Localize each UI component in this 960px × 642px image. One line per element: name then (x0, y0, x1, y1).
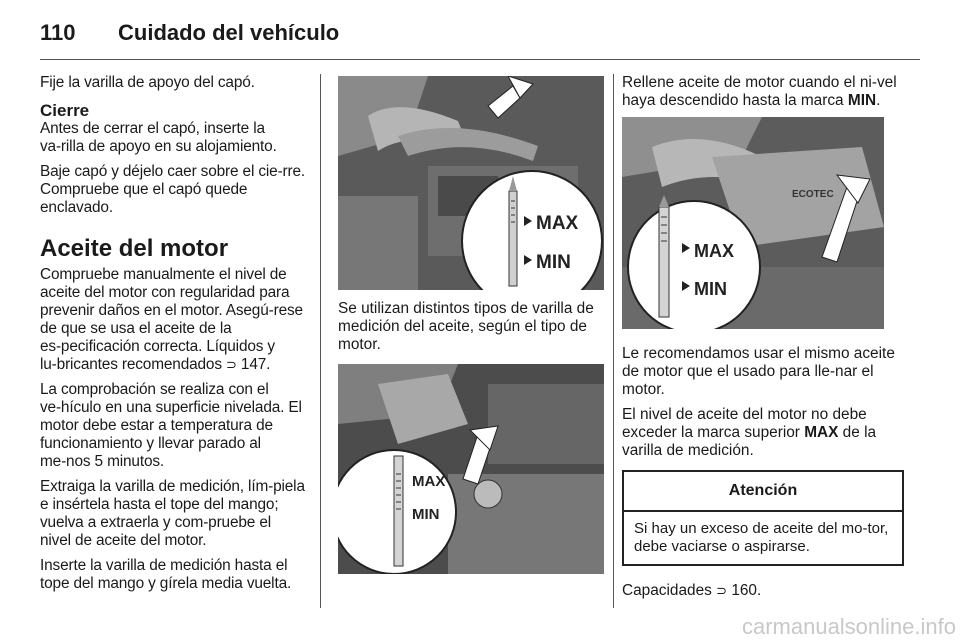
paragraph: Le recomendamos usar el mismo aceite de motor que el usado para lle‑nar el motor. (622, 345, 895, 398)
paragraph: Inserte la varilla de medición hasta el tope del mango y gírela media vuelta. (40, 557, 292, 592)
engine-illustration (338, 76, 604, 290)
dipstick-max-label: MAX (412, 473, 446, 490)
dipstick-figure-1 (338, 76, 604, 290)
engine-cover-text: ECOTEC (792, 189, 834, 200)
page-reference-link[interactable]: 147. (240, 356, 271, 373)
column-right (622, 74, 904, 607)
dipstick-min-label: MIN (536, 252, 571, 273)
paragraph: Compruebe manualmente el nivel de aceite del motor con regularidad para prevenir daños en el motor. Asegú‑rese de que se usa el aceite de la es‑pecificación correcta. Líquidos y lu‑bricantes recomendados ⊃ 147. (40, 266, 303, 373)
reference-arrow-icon: ⊃ (716, 583, 728, 598)
paragraph: Se utilizan distintos tipos de varilla de medición del aceite, según el tipo de motor. (338, 300, 594, 353)
caution-title: Atención (624, 472, 902, 512)
engine-illustration (622, 117, 884, 329)
engine-illustration (338, 364, 604, 574)
paragraph: Extraiga la varilla de medición, lím‑piela e insértela hasta el tope del mango; vuelva a extraerla y com‑pruebe el nivel de aceite del motor. (40, 478, 305, 549)
dipstick-min-label: MIN (694, 279, 727, 299)
column-divider (613, 74, 614, 608)
column-left (40, 74, 306, 600)
column-divider (320, 74, 321, 608)
page-number: 110 (40, 20, 76, 45)
paragraph: Fije la varilla de apoyo del capó. (40, 74, 255, 91)
section-heading-cierre: Cierre (40, 101, 90, 120)
caution-notice (622, 470, 904, 566)
page-header (40, 20, 920, 60)
dipstick-figure-3 (622, 117, 884, 329)
dipstick-max-label: MAX (694, 241, 734, 261)
caution-body: Si hay un exceso de aceite del mo‑tor, debe vaciarse o aspirarse. (634, 520, 889, 555)
dipstick-max-label: MAX (536, 213, 579, 234)
watermark: carmanualsonline.info (741, 614, 956, 639)
paragraph: La comprobación se realiza con el ve‑hículo en una superficie nivelada. El motor debe estar a temperatura de funcionamiento y llevar parado al me‑nos 5 minutos. (40, 381, 302, 470)
chapter-title: Cuidado del vehículo (118, 20, 340, 45)
reference-arrow-icon: ⊃ (226, 357, 237, 372)
page-reference-link[interactable]: 160. (731, 582, 762, 599)
column-middle (338, 74, 604, 584)
dipstick-figure-2 (338, 364, 604, 574)
dipstick-min-label: MIN (412, 506, 440, 523)
paragraph: Baje capó y déjelo caer sobre el cie‑rre. Compruebe que el capó quede enclavado. (40, 163, 306, 216)
paragraph: Rellene aceite de motor cuando el ni‑vel haya descendido hasta la marca MIN. (622, 74, 897, 109)
section-heading-aceite: Aceite del motor (40, 235, 229, 262)
paragraph: El nivel de aceite del motor no debe exceder la marca superior MAX de la varilla de medición. (622, 406, 877, 459)
paragraph: Capacidades ⊃ 160. (622, 582, 762, 599)
paragraph: Antes de cerrar el capó, inserte la va‑rilla de apoyo en su alojamiento. (40, 120, 277, 155)
header-rule (40, 59, 920, 60)
